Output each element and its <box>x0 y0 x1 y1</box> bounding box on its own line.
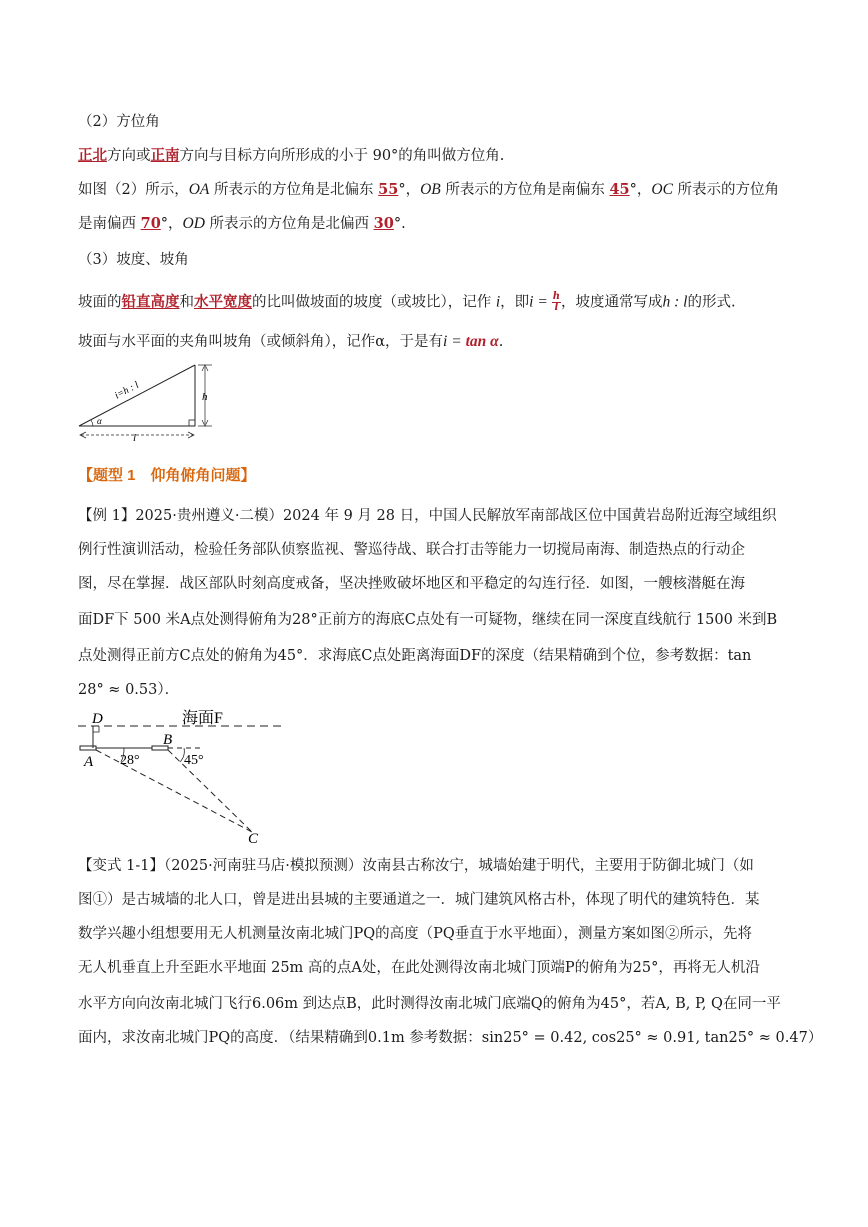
angle-text: 坡面与水平面的夹角叫坡角（或倾斜角），记作α，于是有 <box>78 334 444 350</box>
ex-text: 是南偏西 <box>78 216 141 232</box>
ex-text: °， <box>629 182 652 198</box>
type-1-heading: 【题型 1 仰角俯角问题】 <box>78 467 256 484</box>
ray-oc: OC <box>651 181 673 198</box>
ex-text: °. <box>393 216 406 232</box>
slope-text: 和 <box>179 294 194 311</box>
formula-i-eq: i = <box>529 293 552 311</box>
ray-ob: OB <box>420 181 441 198</box>
point-a-label: A <box>84 754 94 770</box>
def-text-1: 方向或 <box>107 148 151 164</box>
right-angle-mark <box>189 420 195 426</box>
keyword-due-south: 正南 <box>150 147 180 164</box>
ray-oa: OA <box>188 181 210 198</box>
fraction-numerator: h <box>552 291 560 302</box>
fraction-h-over-l <box>552 292 561 313</box>
point-d-label: D <box>92 711 103 727</box>
variation-1-1-line-3: 数学兴趣小组想要用无人机测量汝南北城门PQ的高度（PQ垂直于水平地面），测量方案如图②所示，先将 <box>78 926 753 942</box>
variation-1-1-line-2: 图①）是古城墙的北人口，曾是进出县城的主要通道之一．城门建筑风格古朴，体现了明代的建筑特色．某 <box>78 892 760 908</box>
answer-70: 70 <box>140 215 161 232</box>
formula-tan-alpha: tan α <box>465 333 499 350</box>
section-2-heading: （2）方位角 <box>78 114 160 130</box>
def-text-2: 方向与目标方向所形成的小于 90°的角叫做方位角. <box>179 148 505 164</box>
angle-45-label: 45° <box>184 753 204 768</box>
slope-definition <box>78 292 736 313</box>
base-label: l <box>133 432 137 444</box>
ratio-h-l: h : l <box>662 293 688 311</box>
variation-1-1-line-4: 无人机垂直上升至距水平地面 25m 高的点A处，在此处测得汝南北城门顶端P的俯角为25°，再将无人机沿 <box>78 960 760 976</box>
keyword-due-north: 正北 <box>78 147 107 164</box>
point-b-label: B <box>163 732 173 748</box>
slope-figure <box>76 360 216 446</box>
example-1-line-2: 例行性演训活动，检验任务部队侦察监视、警巡待战、联合打击等能力一切搅局南海、制造热点的行动企 <box>78 542 745 558</box>
variation-1-1-line-5: 水平方向向汝南北城门飞行6.06m 到达点B，此时测得汝南北城门底端Q的俯角为45°，若A, B, P, Q在同一平 <box>78 996 781 1012</box>
azimuth-example-line-2 <box>78 214 406 234</box>
ex-text: 如图（2）所示， <box>78 182 189 198</box>
angle-28-label: 28° <box>120 753 140 768</box>
keyword-horizontal-width: 水平宽度 <box>194 293 252 311</box>
example-1-line-1: 【例 1】2025·贵州遵义·二模）2024 年 9 月 28 日，中国人民解放军南部战区位中国黄岩岛附近海空域组织 <box>78 508 777 524</box>
submarine-figure <box>76 706 296 846</box>
symbol-i: i <box>495 293 501 311</box>
alpha-label: α <box>97 416 102 426</box>
azimuth-example-line-1 <box>78 180 779 200</box>
sea-surface-label: 海面F <box>182 710 223 727</box>
slope-angle-definition <box>78 332 503 352</box>
example-1-line-3: 图，尽在掌握．战区部队时刻高度戒备，坚决挫败破坏地区和平稳定的勾连行径．如图，一艘核潜艇在海 <box>78 576 745 592</box>
slope-text: 的比叫做坡面的坡度（或坡比），记作 <box>252 294 496 311</box>
submarine-a <box>80 746 96 750</box>
formula-i-eq: i = <box>443 333 466 350</box>
ex-text: 所表示的方位角是北偏西 <box>204 216 374 232</box>
slope-text: 坡面的 <box>78 294 122 311</box>
angle-arc <box>91 420 93 426</box>
variation-1-1-line-6: 面内，求汝南北城门PQ的高度．（结果精确到0.1m 参考数据：sin25° = 0.42, cos25° ≈ 0.91, tan25° ≈ 0.47） <box>78 1030 823 1046</box>
example-1-line-5: 点处测得正前方C点处的俯角为45°．求海底C点处距离海面DF的深度（结果精确到个位，参考数据：tan <box>78 648 752 664</box>
answer-30: 30 <box>373 215 394 232</box>
example-1-line-6: 28° ≈ 0.53）． <box>78 682 180 698</box>
ex-text: °， <box>398 182 421 198</box>
ex-text: 所表示的方位角 <box>672 182 780 198</box>
ex-text: 所表示的方位角是北偏东 <box>209 182 379 198</box>
example-1-line-4: 面DF下 500 米A点处测得俯角为28°正前方的海底C点处有一可疑物，继续在同一深度直线航行 1500 米到B <box>78 612 778 628</box>
fraction-denominator: l <box>554 302 559 313</box>
point-c-label: C <box>248 831 259 846</box>
keyword-vertical-height: 铅直高度 <box>121 293 180 311</box>
slope-ratio-label: i=h : l <box>112 379 141 402</box>
azimuth-definition <box>78 146 504 166</box>
answer-55: 55 <box>378 181 399 198</box>
section-3-heading: （3）坡度、坡角 <box>78 252 189 268</box>
slope-text: 的形式. <box>687 294 736 311</box>
slope-text: ，即 <box>500 294 530 311</box>
sight-line-bc <box>168 750 252 832</box>
variation-1-1-line-1: 【变式 1-1】（2025·河南驻马店·模拟预测）汝南县古称汝宁，城墙始建于明代，主要用于防御北城门（如 <box>78 858 754 874</box>
slope-text: ，坡度通常写成 <box>560 294 663 311</box>
answer-45: 45 <box>609 181 630 198</box>
ex-text: °， <box>160 216 183 232</box>
ray-od: OD <box>182 215 205 232</box>
angle-text: . <box>498 334 504 350</box>
height-label: h <box>202 391 208 403</box>
ex-text: 所表示的方位角是南偏东 <box>440 182 610 198</box>
